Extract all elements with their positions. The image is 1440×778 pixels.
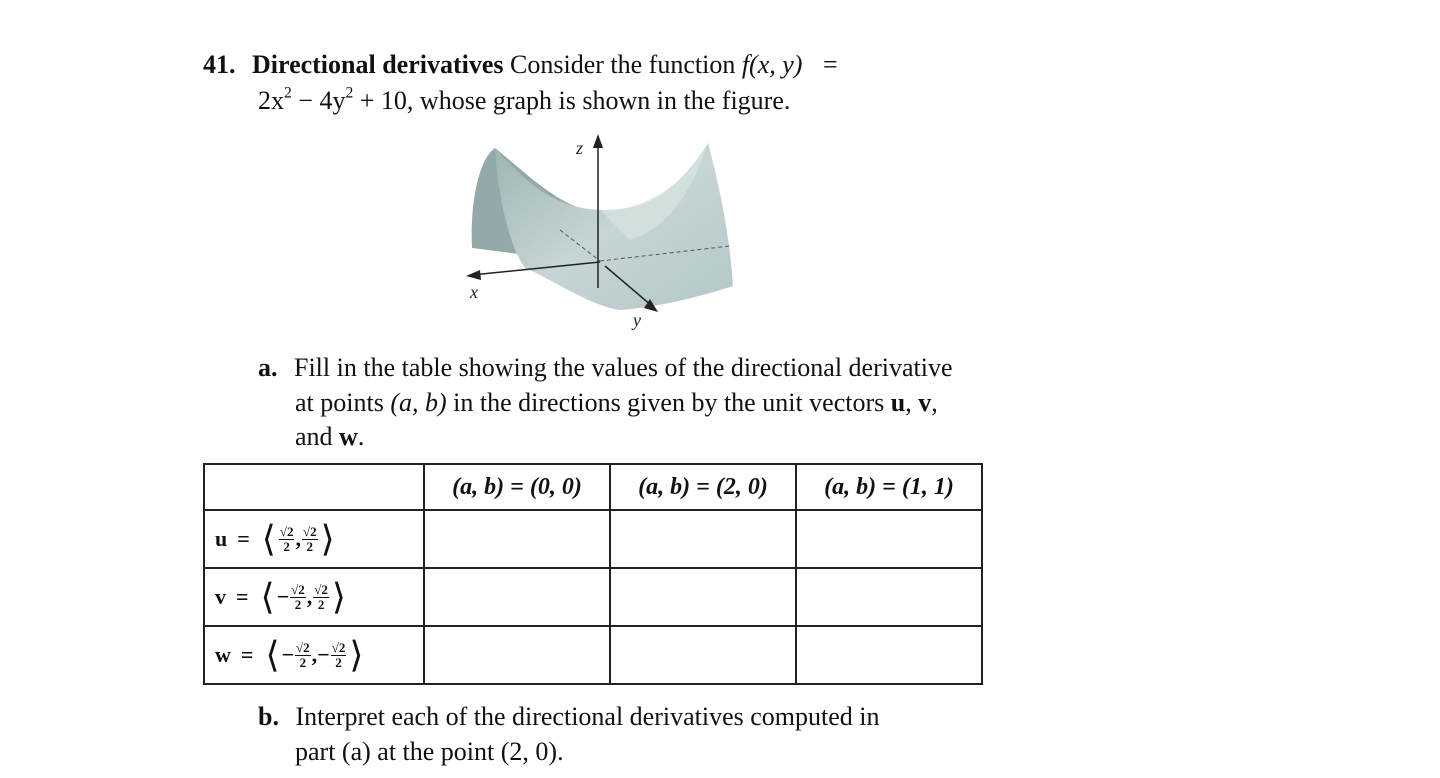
denominator: 2 xyxy=(294,596,302,612)
row-label-w xyxy=(204,626,424,684)
problem-title: Directional derivatives xyxy=(252,50,504,79)
numerator: √2 xyxy=(314,581,328,597)
table-header-cell: (a, b) = (2, 0) xyxy=(610,464,796,510)
exponent-x: 2 xyxy=(284,84,292,102)
point-ab: (a, b) xyxy=(390,388,447,417)
equals-sign: = xyxy=(237,526,250,551)
open-angle: ⟨ xyxy=(265,635,280,675)
vector-v-label: v xyxy=(918,388,932,417)
numerator: √2 xyxy=(279,523,294,539)
problem-number: 41. xyxy=(203,50,236,79)
term-4y: − 4y xyxy=(291,86,346,115)
close-angle: ⟩ xyxy=(320,519,335,559)
table-header-row xyxy=(204,464,982,510)
vector-u-label: u xyxy=(890,388,906,417)
problem-intro: Consider the function xyxy=(510,50,736,79)
directional-derivative-table xyxy=(203,463,983,685)
equals-sign: = xyxy=(240,642,254,667)
problem-line-1 xyxy=(203,52,838,78)
numerator: √2 xyxy=(296,639,310,655)
sign: − xyxy=(317,642,330,667)
comma: , xyxy=(306,584,313,609)
table-cell-u-00[interactable] xyxy=(424,510,610,568)
table-header-cell: (a, b) = (0, 0) xyxy=(424,464,610,510)
period: . xyxy=(557,737,564,766)
table-cell-w-11[interactable] xyxy=(796,626,982,684)
sign: − xyxy=(281,642,295,667)
comma: , xyxy=(311,642,318,667)
part-a-line-3 xyxy=(295,424,364,450)
close-angle: ⟩ xyxy=(349,635,364,675)
z-axis-label: z xyxy=(576,138,584,158)
part-a-text-2b: in the directions given by the unit vectors xyxy=(446,388,891,417)
table-cell-w-20[interactable] xyxy=(610,626,796,684)
open-angle: ⟨ xyxy=(260,577,275,617)
table-cell-w-00[interactable] xyxy=(424,626,610,684)
period: . xyxy=(357,422,365,451)
fraction xyxy=(290,583,306,611)
part-b-text-1: Interpret each of the directional derivatives computed in xyxy=(295,702,880,731)
fraction xyxy=(279,525,295,553)
table-cell-v-00[interactable] xyxy=(424,568,610,626)
part-a-text-2a: at points xyxy=(295,388,391,417)
table-cell-v-11[interactable] xyxy=(796,568,982,626)
comma: , xyxy=(295,526,301,551)
problem-line-2 xyxy=(258,84,791,115)
part-a-label: a. xyxy=(258,353,278,382)
x-axis-label: x xyxy=(470,282,478,302)
table-row xyxy=(204,510,982,568)
numerator: √2 xyxy=(291,581,305,597)
vector-name: u xyxy=(215,526,228,551)
x-axis-arrow-icon xyxy=(466,270,481,280)
part-b-label: b. xyxy=(258,702,279,731)
part-a-line-1 xyxy=(258,355,953,381)
fraction xyxy=(313,583,329,611)
vector-name: v xyxy=(215,584,226,609)
part-b-line-2 xyxy=(295,739,564,765)
row-label-v xyxy=(204,568,424,626)
equals-sign: = xyxy=(236,584,249,609)
table-cell-u-11[interactable] xyxy=(796,510,982,568)
denominator: 2 xyxy=(283,538,290,554)
function-name: f(x, y) xyxy=(741,50,803,79)
row-label-u xyxy=(204,510,424,568)
sign: − xyxy=(276,584,290,609)
saddle-surface-figure xyxy=(440,128,770,333)
denominator: 2 xyxy=(299,654,307,670)
denominator: 2 xyxy=(335,654,342,670)
point-20: (2, 0) xyxy=(500,737,558,766)
part-b-text-2a: part (a) at the point xyxy=(295,737,501,766)
equals-sign: = xyxy=(822,50,838,79)
vector-name: w xyxy=(215,642,231,667)
vector-w-label: w xyxy=(339,422,358,451)
close-angle: ⟩ xyxy=(331,577,346,617)
numerator: √2 xyxy=(331,639,346,655)
fraction xyxy=(295,641,311,669)
part-b-line-1 xyxy=(258,704,880,730)
table-row xyxy=(204,568,982,626)
term-2x: 2x xyxy=(258,86,284,115)
table-header-cell: (a, b) = (1, 1) xyxy=(796,464,982,510)
comma: , xyxy=(931,388,938,417)
table-corner-cell xyxy=(204,464,424,510)
comma: , xyxy=(905,388,919,417)
part-a-text-1: Fill in the table showing the values of the directional derivative xyxy=(294,353,953,382)
table-row xyxy=(204,626,982,684)
table-cell-u-20[interactable] xyxy=(610,510,796,568)
open-angle: ⟨ xyxy=(261,519,276,559)
fraction xyxy=(331,641,347,669)
y-axis-label: y xyxy=(633,310,641,330)
part-a-line-2 xyxy=(295,390,938,416)
fraction xyxy=(302,525,318,553)
numerator: √2 xyxy=(302,523,317,539)
denominator: 2 xyxy=(317,596,325,612)
z-axis-arrow-icon xyxy=(593,134,603,148)
part-a-text-3a: and xyxy=(295,422,340,451)
exponent-y: 2 xyxy=(345,84,354,102)
denominator: 2 xyxy=(306,538,314,554)
term-rest: + 10, whose graph is shown in the figure. xyxy=(353,86,791,115)
table-cell-v-20[interactable] xyxy=(610,568,796,626)
